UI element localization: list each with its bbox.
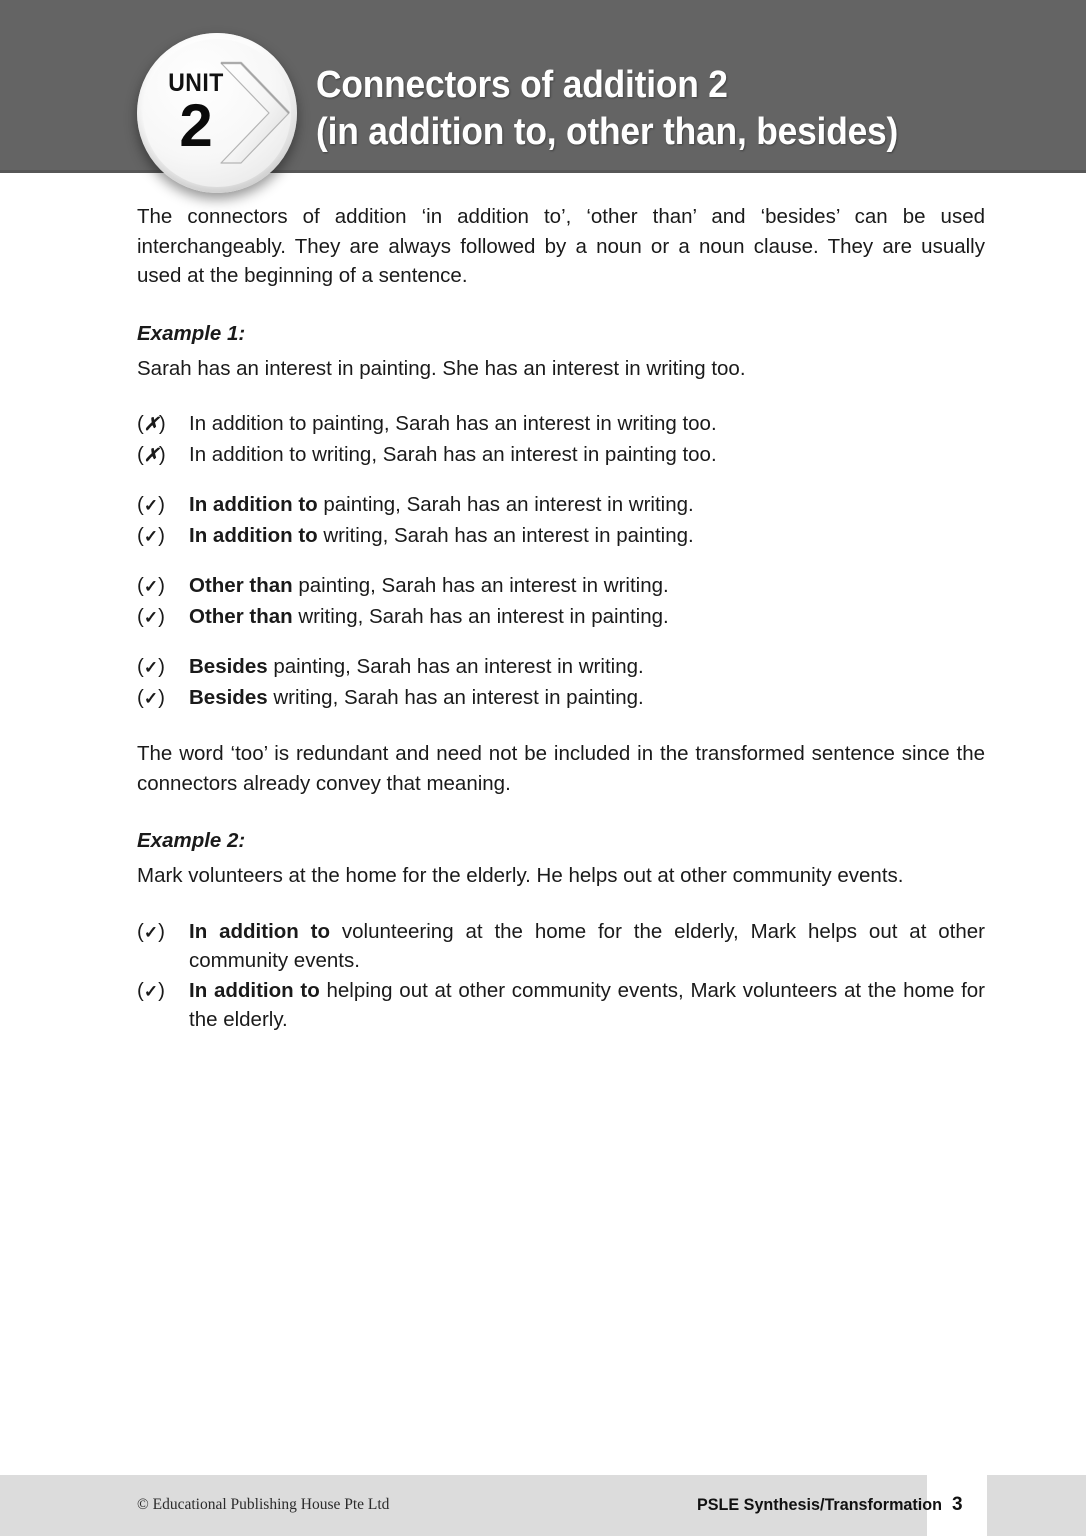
list-item — [137, 652, 985, 683]
connector-phrase: In addition to — [189, 493, 318, 516]
check-icon: (✓) — [137, 978, 165, 1002]
list-item-text — [189, 490, 985, 520]
list-item-rest: painting, Sarah has an interest in writing. — [292, 574, 669, 597]
check-icon: (✓) — [137, 685, 165, 709]
footer-book-title: PSLE Synthesis/Transformation — [697, 1495, 943, 1514]
list-item-rest: painting, Sarah has an interest in writing. — [267, 655, 644, 678]
list-item-text — [189, 521, 985, 551]
check-icon: (✓) — [137, 604, 165, 628]
list-item-text: In addition to painting, Sarah has an interest in writing too. — [189, 412, 717, 435]
list-item — [137, 490, 985, 521]
list-item-rest: helping out at other community events, Mark volunteers at the home for the elderly. — [189, 978, 985, 1031]
list-item-text — [189, 571, 985, 601]
list-item — [137, 409, 985, 440]
intro-paragraph: The connectors of addition ‘in addition to’, ‘other than’ and ‘besides’ can be used interchangeably. They are always followed by a noun or a noun clause. They are usually used at the beginning of a sentence. — [137, 205, 985, 287]
connector-phrase: Other than — [189, 604, 293, 628]
list-item-text — [189, 683, 985, 713]
check-icon: (✓) — [137, 523, 165, 547]
list-item-text — [189, 602, 985, 632]
example-2-label: Example 2: — [137, 829, 246, 852]
list-item-text — [189, 976, 985, 1035]
list-item-rest: writing, Sarah has an interest in painting. — [317, 523, 694, 547]
unit-badge-number: 2 — [179, 92, 213, 159]
list-item — [137, 683, 985, 714]
example-1-incorrect-list — [137, 409, 985, 470]
footer-band-right — [987, 1475, 1086, 1536]
connector-phrase: Besides — [189, 655, 268, 678]
footer-copyright: © Educational Publishing House Pte Ltd — [137, 1496, 390, 1513]
list-item-rest: volunteering at the home for the elderly, Mark helps out at other community events. — [189, 919, 985, 972]
list-item-text — [189, 917, 985, 976]
connector-phrase: Other than — [189, 574, 293, 597]
check-icon: (✓) — [137, 919, 165, 943]
cross-icon: (✗) — [137, 442, 166, 466]
example-2-sentence: Mark volunteers at the home for the elderly. He helps out at other community events. — [137, 864, 904, 887]
list-item — [137, 571, 985, 602]
list-item-text — [189, 652, 985, 682]
page-title — [316, 62, 930, 156]
list-item-text: In addition to writing, Sarah has an interest in painting too. — [189, 442, 717, 466]
connector-phrase: Besides — [189, 685, 268, 709]
list-item-rest: writing, Sarah has an interest in painting. — [292, 604, 669, 628]
list-item — [137, 521, 985, 552]
footer-page-number: 3 — [952, 1494, 963, 1515]
example-1-sentence: Sarah has an interest in painting. She has an interest in writing too. — [137, 356, 746, 380]
example-1-other-than-list — [137, 571, 985, 632]
unit-badge-word: UNIT — [168, 69, 224, 97]
example-1-in-addition-to-list — [137, 490, 985, 551]
list-item — [137, 602, 985, 633]
example-1-besides-list — [137, 652, 985, 713]
check-icon: (✓) — [137, 493, 165, 516]
connector-phrase: In addition to — [189, 978, 320, 1002]
unit-badge — [137, 33, 297, 193]
connector-phrase: In addition to — [189, 919, 331, 943]
page-content — [137, 202, 985, 1035]
example-2-list — [137, 917, 985, 1035]
check-icon: (✓) — [137, 574, 165, 597]
connector-phrase: In addition to — [189, 523, 318, 547]
page-title-line-2: (in addition to, other than, besides) — [316, 111, 899, 153]
list-item — [137, 976, 985, 1035]
list-item-rest: writing, Sarah has an interest in painting. — [267, 685, 644, 709]
list-item — [137, 917, 985, 976]
check-icon: (✓) — [137, 655, 165, 678]
example-1-label: Example 1: — [137, 321, 246, 345]
page-title-line-1: Connectors of addition 2 — [316, 64, 728, 106]
list-item-rest: painting, Sarah has an interest in writing. — [317, 493, 694, 516]
cross-icon: (✗) — [137, 412, 166, 435]
list-item — [137, 440, 985, 471]
redundancy-note-paragraph: The word ‘too’ is redundant and need not be included in the transformed sentence since the connectors already convey that meaning. — [137, 742, 985, 795]
